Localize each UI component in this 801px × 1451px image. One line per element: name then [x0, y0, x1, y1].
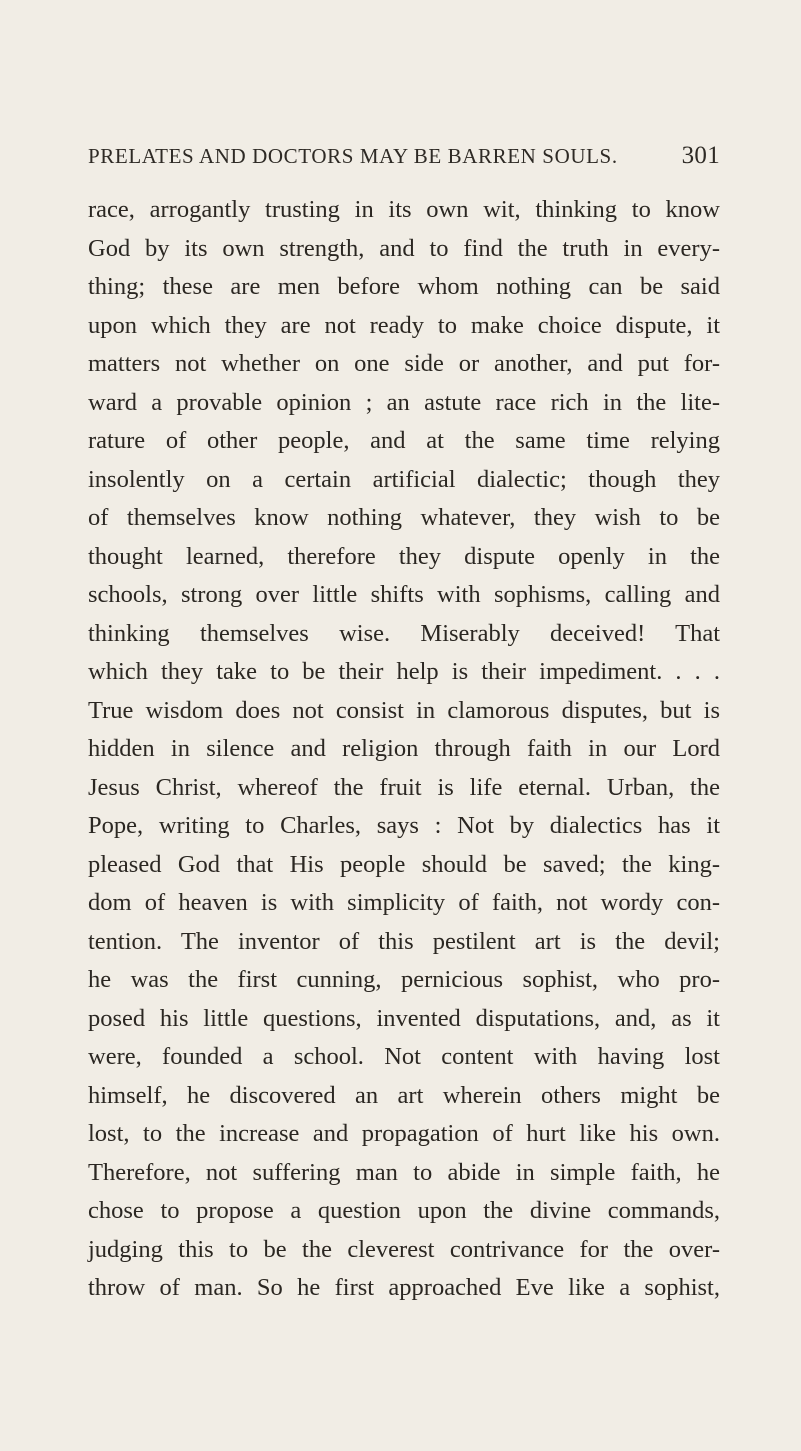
text-line: of themselves know nothing whatever, they wish to be	[88, 504, 720, 531]
text-line: hidden in silence and religion through faith in our Lord	[88, 735, 720, 762]
text-line: were, founded a school. Not content with having lost	[88, 1043, 720, 1070]
text-line: insolently on a certain artificial dialectic; though they	[88, 465, 720, 493]
text-line: thing; these are men before whom nothing can be said	[88, 273, 720, 300]
text-line: upon which they are not ready to make choice dispute, it	[88, 311, 720, 339]
text-line: thought learned, therefore they dispute openly in the	[88, 542, 720, 570]
text-line: Therefore, not suffering man to abide in simple faith, he	[88, 1158, 720, 1186]
text-line: he was the first cunning, pernicious sophist, who pro-	[88, 966, 720, 993]
running-head-title: PRELATES AND DOCTORS MAY BE BARREN SOULS.	[88, 144, 618, 168]
text-line: which they take to be their help is their impediment. . . .	[88, 658, 720, 685]
text-line: race, arrogantly trusting in its own wit, thinking to know	[88, 196, 720, 223]
text-line: throw of man. So he first approached Eve like a sophist,	[88, 1274, 720, 1301]
text-line: lost, to the increase and propagation of hurt like his own.	[88, 1120, 720, 1147]
text-line: schools, strong over little shifts with sophisms, calling and	[88, 581, 720, 608]
text-line: dom of heaven is with simplicity of faith, not wordy con-	[88, 889, 720, 916]
running-head	[88, 142, 720, 170]
text-line: matters not whether on one side or another, and put for-	[88, 350, 720, 377]
text-line: chose to propose a question upon the divine commands,	[88, 1197, 720, 1224]
text-line: thinking themselves wise. Miserably deceived! That	[88, 619, 720, 647]
text-line: ward a provable opinion ; an astute race rich in the lite-	[88, 388, 720, 416]
text-line: True wisdom does not consist in clamorous disputes, but is	[88, 696, 720, 724]
text-line: himself, he discovered an art wherein others might be	[88, 1081, 720, 1109]
text-line: posed his little questions, invented disputations, and, as it	[88, 1004, 720, 1032]
body-text	[88, 191, 720, 1308]
text-line: pleased God that His people should be saved; the king-	[88, 850, 720, 878]
page-number: 301	[681, 142, 720, 169]
text-line: tention. The inventor of this pestilent art is the devil;	[88, 927, 720, 955]
text-line: rature of other people, and at the same time relying	[88, 427, 720, 454]
text-line: Pope, writing to Charles, says : Not by dialectics has it	[88, 812, 720, 839]
text-line: Jesus Christ, whereof the fruit is life eternal. Urban, the	[88, 773, 720, 801]
text-line: God by its own strength, and to find the truth in every-	[88, 234, 720, 262]
text-line: judging this to be the cleverest contrivance for the over-	[88, 1235, 720, 1263]
